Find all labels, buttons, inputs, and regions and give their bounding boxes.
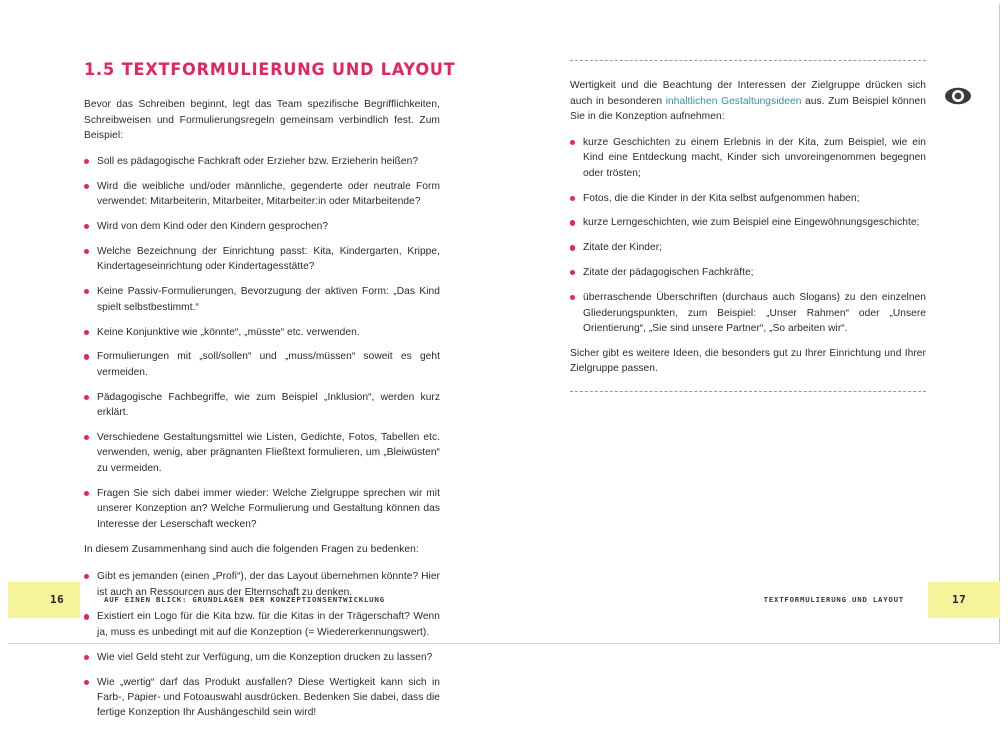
page-number-left: 16 bbox=[50, 593, 65, 606]
eye-icon bbox=[942, 80, 974, 112]
list-item: Gibt es jemanden (einen „Profi“), der das Layout übernehmen könnte? Hier ist auch an Ressourcen aus der Elternschaft zu denken. bbox=[84, 569, 440, 600]
dashed-divider-bottom bbox=[570, 391, 926, 392]
list-item: Wird von dem Kind oder den Kindern gesprochen? bbox=[84, 219, 440, 234]
design-ideas-intro bbox=[570, 78, 926, 125]
list-item: Existiert ein Logo für die Kita bzw. für die Kitas in der Trägerschaft? Wenn ja, muss es unbedingt mit auf die Konzeption (= Wiedererkennungswert). bbox=[84, 609, 440, 640]
list-item: Welche Bezeichnung der Einrichtung passt: Kita, Kindergarten, Krippe, Kindertageseinrichtung oder Kindertagesstätte? bbox=[84, 244, 440, 275]
highlighted-phrase: inhaltlichen Gestaltungsideen bbox=[665, 95, 802, 107]
formulation-rules-list bbox=[84, 154, 440, 532]
right-page-column bbox=[570, 60, 926, 392]
list-item: Soll es pädagogische Fachkraft oder Erzieher bzw. Erzieherin heißen? bbox=[84, 154, 440, 169]
intro-text-after: aus. Zum Beispiel können Sie in die Konzeption aufnehmen: bbox=[570, 95, 927, 123]
chapter-number: 1.5 bbox=[84, 60, 115, 79]
list-item: Keine Konjunktive wie „könnte“, „müsste“ etc. verwenden. bbox=[84, 325, 440, 340]
layout-questions-list bbox=[84, 569, 440, 721]
page-title bbox=[84, 60, 456, 79]
list-item: Keine Passiv-Formulierungen, Bevorzugung der aktiven Form: „Das Kind spielt selbstbestimmt.“ bbox=[84, 284, 440, 315]
intro-text-before: Wertigkeit und die Beachtung der Interessen der Zielgruppe drücken sich auch in besonderen bbox=[570, 80, 926, 107]
page-number-right: 17 bbox=[952, 593, 967, 606]
list-item: Formulierungen mit „soll/sollen“ und „muss/müssen“ soweit es geht vermeiden. bbox=[84, 349, 440, 380]
transition-paragraph: In diesem Zusammenhang sind auch die folgenden Fragen zu bedenken: bbox=[84, 543, 419, 555]
list-item: Fragen Sie sich dabei immer wieder: Welche Zielgruppe sprechen wir mit unserer Konzeption an? Welche Formulierung und Gestaltung können das Interesse der Leserschaft wecken? bbox=[84, 486, 440, 532]
list-item: kurze Geschichten zu einem Erlebnis in der Kita, zum Beispiel, wie ein Kind eine Entdeckung macht, Kinder sich unvoreingenommen begegnen oder trösten; bbox=[570, 135, 926, 181]
book-spread bbox=[8, 4, 1000, 719]
list-item: überraschende Überschriften (durchaus auch Slogans) zu den einzelnen Gliederungspunkten, zum Beispiel: „Unser Rahmen“ oder „Unsere Orientierung“, „Sie sind unsere Partner“, „So arbeiten wir“. bbox=[570, 290, 926, 336]
list-item: kurze Lerngeschichten, wie zum Beispiel eine Eingewöhnungsgeschichte; bbox=[570, 215, 926, 230]
left-page-column bbox=[84, 60, 456, 730]
intro-paragraph: Bevor das Schreiben beginnt, legt das Team spezifische Begrifflichkeiten, Schreibweisen und Formulierungsregeln gemeinsam verbindlich fest. Zum Beispiel: bbox=[84, 99, 440, 142]
list-item: Wird die weibliche und/oder männliche, gegenderte oder neutrale Form verwendet: Mitarbeiterin, Mitarbeiter, Mitarbeiter:in oder Mitarbeitende? bbox=[84, 179, 440, 210]
running-head-right: TEXTFORMULIERUNG UND LAYOUT bbox=[763, 595, 904, 604]
list-item: Pädagogische Fachbegriffe, wie zum Beispiel „Inklusion“, werden kurz erklärt. bbox=[84, 390, 440, 421]
chapter-title-text: TEXTFORMULIERUNG UND LAYOUT bbox=[121, 60, 456, 79]
page-sheet bbox=[8, 4, 1000, 719]
list-item: Wie „wertig“ darf das Produkt ausfallen? Diese Wertigkeit kann sich in Farb-, Papier- und Fotoauswahl ausdrücken. Bedenken Sie dabei, dass die fertige Konzeption Ihr Aushängeschild sein wird! bbox=[84, 675, 440, 721]
running-head-left: AUF EINEN BLICK: GRUNDLAGEN DER KONZEPTIONSENTWICKLUNG bbox=[104, 595, 385, 604]
list-item: Zitate der pädagogischen Fachkräfte; bbox=[570, 265, 926, 280]
list-item: Verschiedene Gestaltungsmittel wie Listen, Gedichte, Fotos, Tabellen etc. verwenden, wenig, aber prägnanten Fließtext formulieren, um „Bleiwüsten“ zu vermeiden. bbox=[84, 430, 440, 476]
list-item: Zitate der Kinder; bbox=[570, 240, 926, 255]
closing-paragraph: Sicher gibt es weitere Ideen, die besonders gut zu Ihrer Einrichtung und Ihrer Zielgruppe passen. bbox=[570, 347, 926, 375]
design-ideas-list bbox=[570, 135, 926, 337]
dashed-divider-top bbox=[570, 60, 926, 61]
footer-band-left bbox=[8, 582, 80, 618]
list-item: Wie viel Geld steht zur Verfügung, um die Konzeption drucken zu lassen? bbox=[84, 650, 440, 665]
list-item: Fotos, die die Kinder in der Kita selbst aufgenommen haben; bbox=[570, 191, 926, 206]
